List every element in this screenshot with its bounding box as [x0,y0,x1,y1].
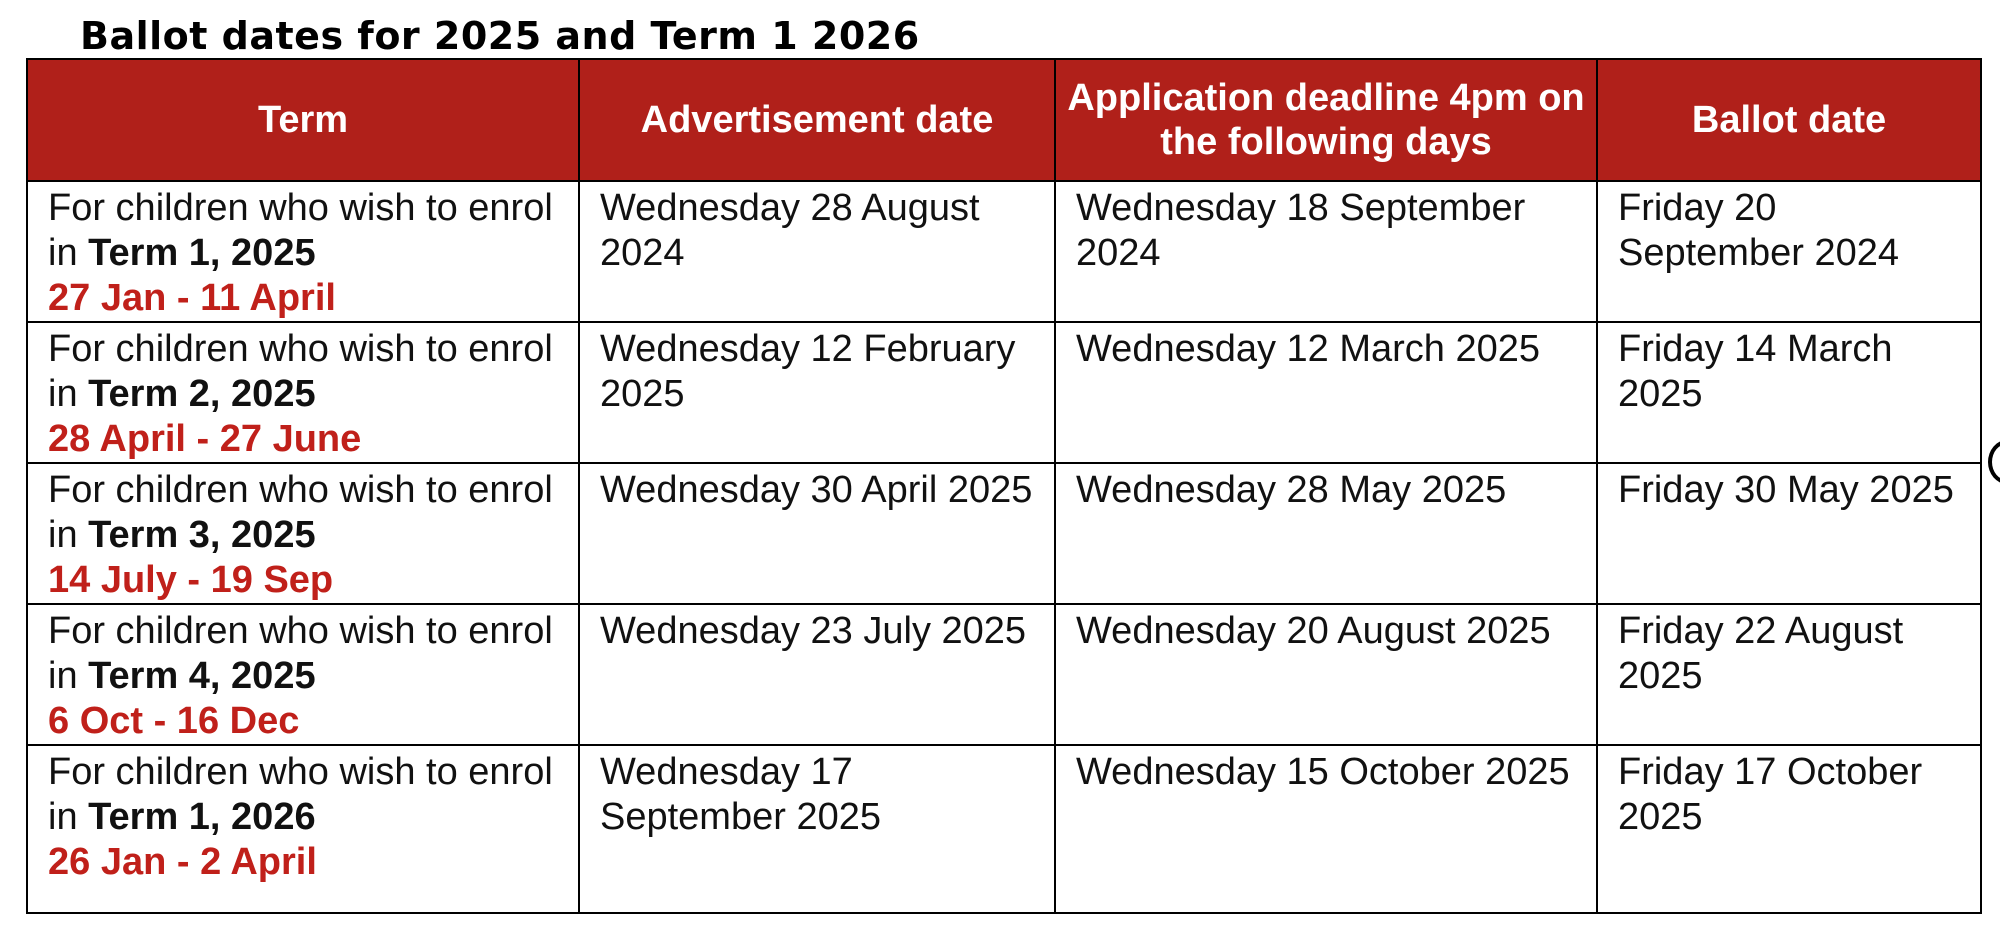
term-cell [27,322,579,463]
table-row [27,322,1981,463]
term-cell [27,181,579,322]
ballot-dates-table [26,58,1982,914]
application-deadline-cell: Wednesday 15 October 2025 [1055,745,1597,913]
term-name: Term 4, 2025 [88,655,316,697]
table-header-row [27,59,1981,181]
table-row [27,181,1981,322]
advertisement-date-cell: Wednesday 30 April 2025 [579,463,1055,604]
ballot-date-cell: Friday 22 August 2025 [1597,604,1981,745]
edge-circle-mark [1988,440,2000,484]
term-cell [27,604,579,745]
term-prefix: For children who wish to enrol in [48,610,553,697]
table-row [27,463,1981,604]
table-row [27,745,1981,913]
term-date-range: 27 Jan - 11 April [48,277,336,319]
term-name: Term 1, 2026 [88,796,316,838]
term-name: Term 2, 2025 [88,373,316,415]
ballot-date-cell: Friday 17 October 2025 [1597,745,1981,913]
application-deadline-cell: Wednesday 12 March 2025 [1055,322,1597,463]
ballot-date-cell: Friday 14 March 2025 [1597,322,1981,463]
application-deadline-cell: Wednesday 28 May 2025 [1055,463,1597,604]
column-header-ballot-date: Ballot date [1597,59,1981,181]
table-row [27,604,1981,745]
term-prefix: For children who wish to enrol in [48,751,553,838]
term-name: Term 1, 2025 [88,232,316,274]
ballot-date-cell: Friday 30 May 2025 [1597,463,1981,604]
term-prefix: For children who wish to enrol in [48,187,553,274]
column-header-application-deadline: Application deadline 4pm on the following days [1055,59,1597,181]
application-deadline-cell: Wednesday 20 August 2025 [1055,604,1597,745]
term-date-range: 14 July - 19 Sep [48,559,334,601]
advertisement-date-cell: Wednesday 28 August 2024 [579,181,1055,322]
advertisement-date-cell: Wednesday 23 July 2025 [579,604,1055,745]
term-date-range: 26 Jan - 2 April [48,841,317,883]
term-prefix: For children who wish to enrol in [48,328,553,415]
term-cell [27,463,579,604]
ballot-date-cell: Friday 20 September 2024 [1597,181,1981,322]
application-deadline-cell: Wednesday 18 September 2024 [1055,181,1597,322]
page-title: Ballot dates for 2025 and Term 1 2026 [80,14,920,58]
term-cell [27,745,579,913]
advertisement-date-cell: Wednesday 12 February 2025 [579,322,1055,463]
term-date-range: 28 April - 27 June [48,418,362,460]
term-name: Term 3, 2025 [88,514,316,556]
advertisement-date-cell: Wednesday 17 September 2025 [579,745,1055,913]
term-prefix: For children who wish to enrol in [48,469,553,556]
column-header-advertisement-date: Advertisement date [579,59,1055,181]
term-date-range: 6 Oct - 16 Dec [48,700,300,742]
column-header-term: Term [27,59,579,181]
